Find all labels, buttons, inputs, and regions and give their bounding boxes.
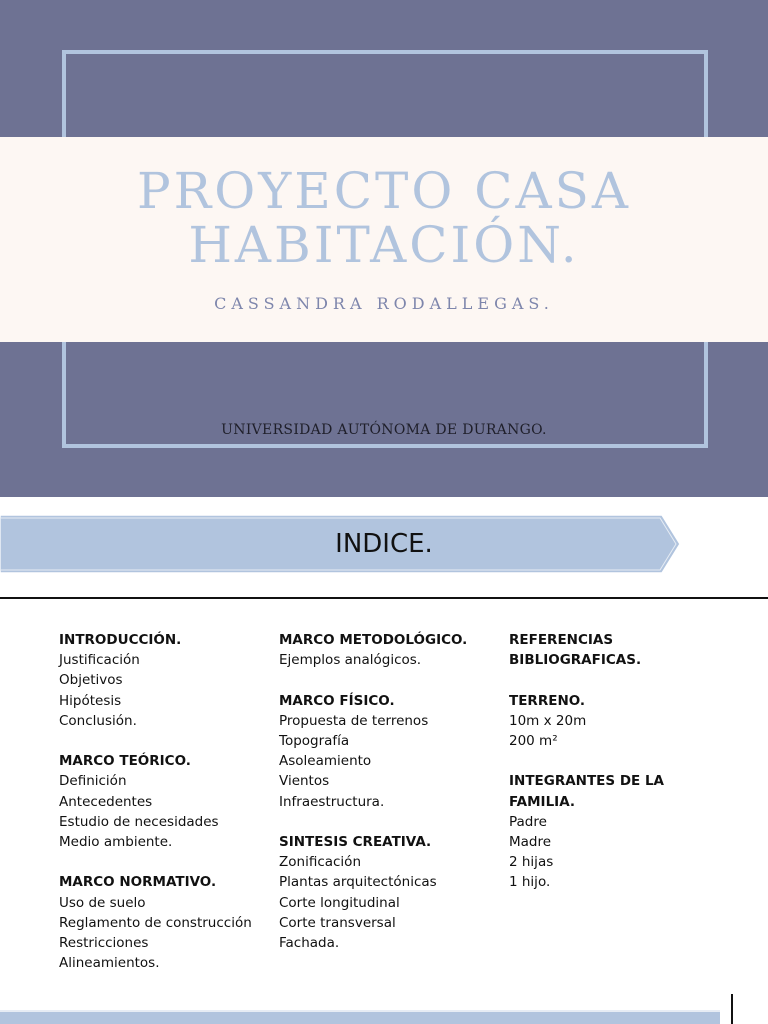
index-item: Objetivos [59,672,123,689]
index-section-heading: INTEGRANTES DE LA FAMILIA. [509,773,665,810]
index-item: Ejemplos analógicos. [279,652,422,669]
index-item: Vientos [279,773,330,790]
index-column-2 [279,630,499,973]
university-name: UNIVERSIDAD AUTÓNOMA DE DURANGO. [221,422,547,438]
index-item: 10m x 20m [509,712,587,729]
index-item: Corte transversal [279,914,396,931]
index-item: Antecedentes [59,793,153,810]
index-item: 1 hijo. [509,874,551,891]
index-item: Uso de suelo [59,894,146,911]
index-section [509,771,709,892]
index-divider [0,597,768,599]
index-item: 200 m² [509,733,558,749]
document-title [0,164,768,272]
index-section-heading: SINTESIS CREATIVA. [279,834,432,850]
index-item: Corte longitudinal [279,894,400,911]
index-section-heading: TERRENO. [509,692,586,709]
index-section-heading: MARCO FÍSICO. [279,692,395,709]
index-item: Zonificación [279,854,362,871]
cover-section [0,0,768,497]
index-item: 2 hijas [509,854,554,871]
title-line-1: PROYECTO CASA [136,162,631,220]
index-item: Topografía [279,733,350,749]
index-section-heading: REFERENCIAS BIBLIOGRAFICAS. [509,632,642,669]
index-section [279,832,499,953]
index-section-heading: INTRODUCCIÓN. [59,632,182,648]
next-section-banner [0,1012,720,1024]
index-section [279,691,499,812]
index-title: INDICE. [335,529,433,559]
index-item: Infraestructura. [279,793,385,810]
index-column-1 [59,630,269,994]
title-line-2: HABITACIÓN. [188,216,580,274]
page-marker-line [731,994,733,1024]
index-section-heading: MARCO TEÓRICO. [59,753,191,770]
index-section [509,630,709,670]
index-section-heading: MARCO NORMATIVO. [59,874,217,891]
index-section [279,630,499,670]
index-section [59,630,269,731]
index-item: Estudio de necesidades [59,813,219,830]
index-column-3 [509,630,709,913]
index-item: Conclusión. [59,712,137,729]
index-item: Asoleamiento [279,753,372,770]
index-item: Hipótesis [59,692,122,709]
index-item: Padre [509,813,547,830]
index-item: Definición [59,773,127,790]
index-item: Reglamento de construcción [59,914,252,931]
index-section [509,691,709,752]
index-item: Restricciones [59,935,149,952]
index-item: Plantas arquitectónicas [279,874,437,891]
index-item: Justificación [59,652,140,669]
index-item: Madre [509,834,552,850]
author-name: CASSANDRA RODALLEGAS. [214,294,554,313]
index-item: Fachada. [279,935,340,952]
index-section-heading: MARCO METODOLÓGICO. [279,632,468,648]
index-section [59,872,269,973]
index-item: Alineamientos. [59,955,160,972]
index-item: Medio ambiente. [59,834,173,851]
index-item: Propuesta de terrenos [279,712,429,729]
index-section [59,751,269,852]
